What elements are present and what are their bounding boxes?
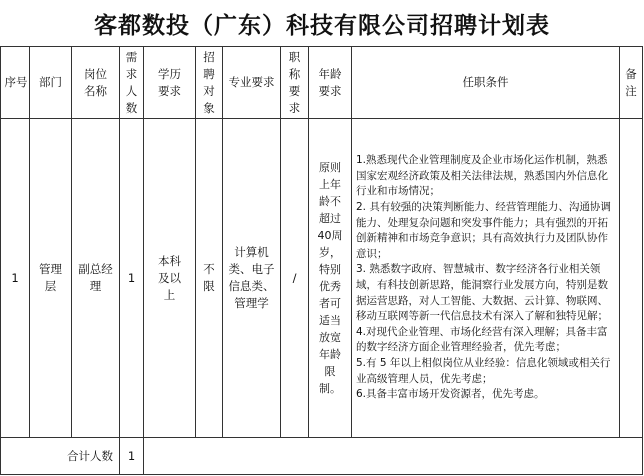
cell-major: 计算机类、电子信息类、管理学 [223,119,281,438]
header-conditions: 任职条件 [352,47,620,119]
header-row [1,47,643,119]
condition-item: 6.具备丰富市场开发资源者，优先考虑。 [356,388,545,401]
table-row [1,119,643,438]
header-seq: 序号 [1,47,30,119]
total-value: 1 [120,438,144,475]
header-age: 年龄要求 [309,47,352,119]
header-remarks: 备注 [620,47,643,119]
cell-target: 不限 [196,119,223,438]
condition-item: 1.熟悉现代企业管理制度及企业市场化运作机制，熟悉国家宏观经济政策及相关法律法规，熟悉国内外信息化行业和市场情况； [356,154,608,198]
condition-item: 4.对现代企业管理、市场化经营有深入理解；具备丰富的数字经济方面企业管理经验者，优先考虑； [356,325,608,354]
cell-conditions [352,119,620,438]
header-count: 需求人数 [120,47,144,119]
cell-education: 本科及以上 [144,119,196,438]
total-row [1,438,643,475]
condition-item: 3. 熟悉数字政府、智慧城市、数字经济各行业相关领域，有科技创新思路，能洞察行业发展方向，特别是数据运营思路，对人工智能、大数据、云计算、物联网、移动互联网等新一代信息技术有深入了解和独特见解； [356,263,608,323]
condition-item: 2. 具有较强的决策判断能力、经营管理能力、沟通协调能力、处理复杂问题和突发事件能力；具有强烈的开拓创新精神和市场竞争意识；具有高效执行力及团队协作意识； [356,201,611,260]
page-title: 客都数投（广东）科技有限公司招聘计划表 [94,11,550,39]
cell-title-req: / [281,119,309,438]
recruitment-table [0,46,643,475]
cell-count: 1 [120,119,144,438]
cell-dept: 管理层 [30,119,72,438]
header-education: 学历要求 [144,47,196,119]
header-dept: 部门 [30,47,72,119]
cell-position: 副总经理 [72,119,120,438]
cell-seq: 1 [1,119,30,438]
condition-item: 5.有 5 年以上相似岗位从业经验：信息化领域或相关行业高级管理人员，优先考虑； [356,356,611,385]
cell-remarks [620,119,643,438]
cell-age: 原则上年龄不超过40周岁，特别优秀者可适当放宽年龄限制。 [309,119,352,438]
header-major: 专业要求 [223,47,281,119]
total-label: 合计人数 [1,438,120,475]
total-blank [144,438,643,475]
header-title-req: 职称要求 [281,47,309,119]
header-target: 招聘对象 [196,47,223,119]
header-position: 岗位名称 [72,47,120,119]
